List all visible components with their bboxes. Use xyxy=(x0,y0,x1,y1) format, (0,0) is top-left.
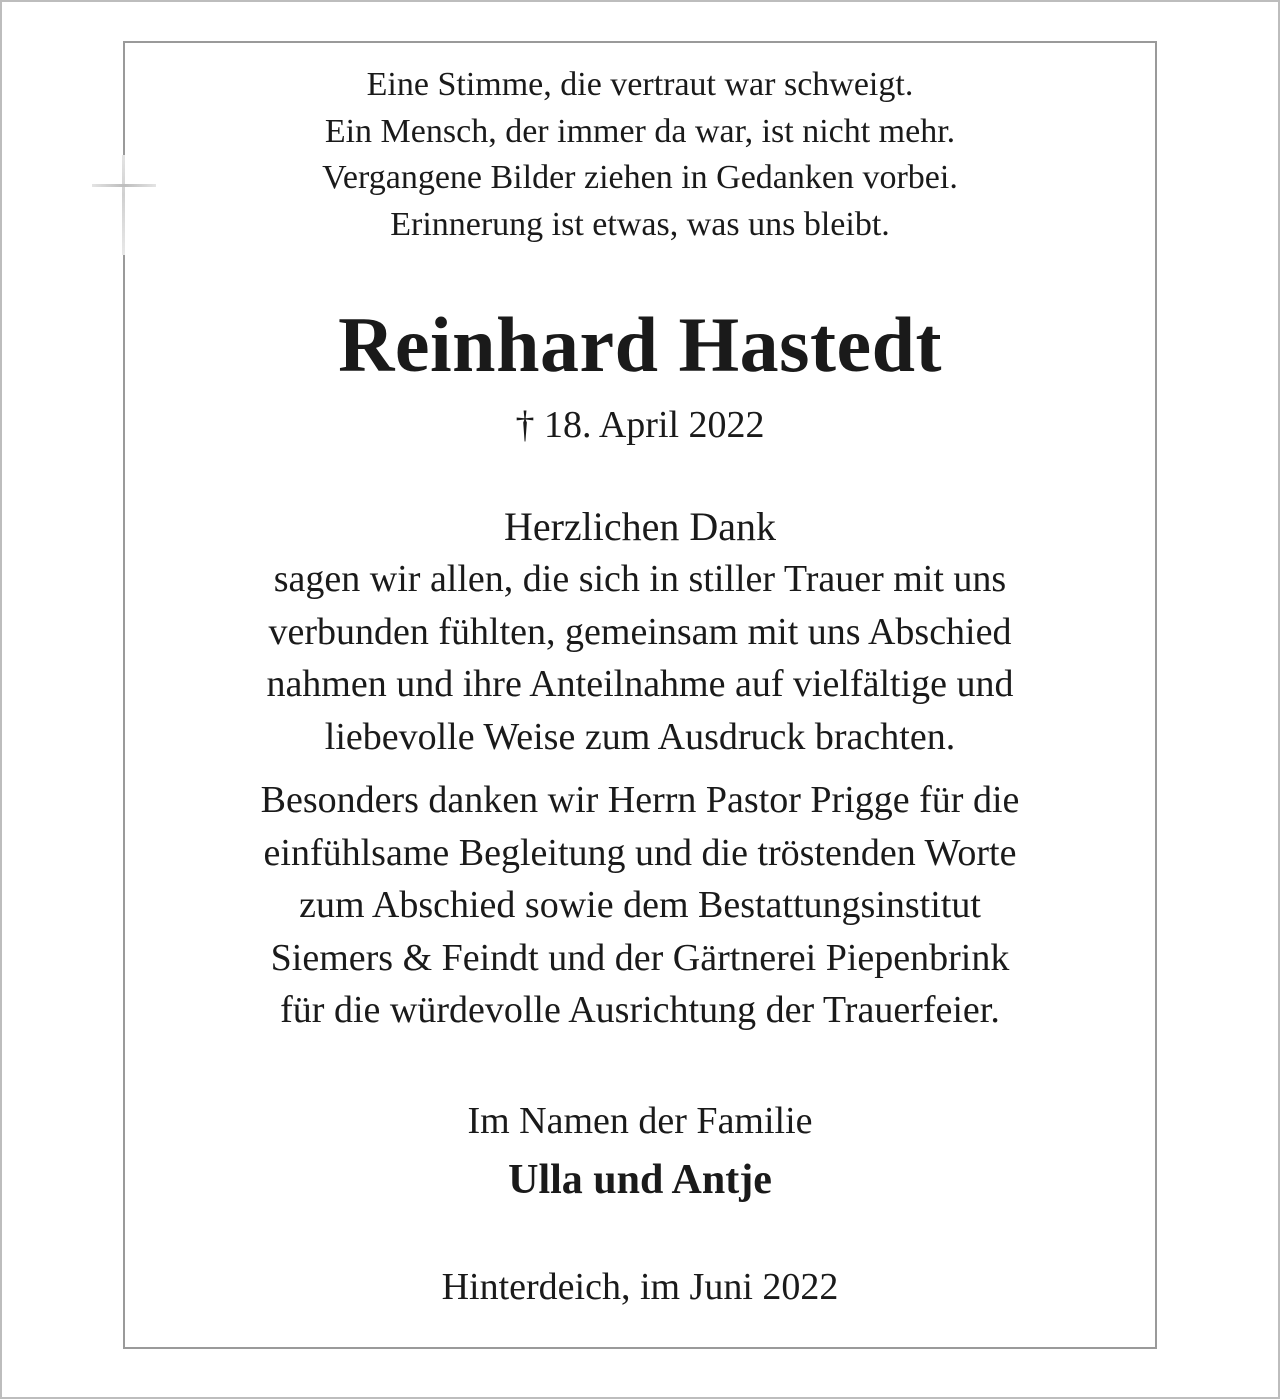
paragraph-line: Besonders danken wir Herrn Pastor Prigge für die xyxy=(260,779,1020,821)
poem-line: Erinnerung ist etwas, was uns bleibt. xyxy=(390,205,890,243)
paragraph-line: Siemers & Feindt und der Gärtnerei Piepenbrink xyxy=(270,936,1010,979)
thanks-paragraph-1 xyxy=(125,553,1155,763)
obituary-content xyxy=(125,62,1155,1312)
thanks-title: Herzlichen Dank xyxy=(503,504,777,549)
paragraph-line: zum Abschied sowie dem Bestattungsinstitut xyxy=(299,884,981,926)
deceased-name: Reinhard Hastedt xyxy=(338,301,942,388)
poem-line: Eine Stimme, die vertraut war schweigt. xyxy=(366,66,914,103)
paragraph-line: für die würdevolle Ausrichtung der Trauerfeier. xyxy=(280,989,1000,1031)
paragraph-line: liebevolle Weise zum Ausdruck brachten. xyxy=(324,715,956,758)
poem-line: Vergangene Bilder ziehen in Gedanken vorbei. xyxy=(322,159,958,196)
paragraph-line: nahmen und ihre Anteilnahme auf vielfältige und xyxy=(266,663,1014,705)
signers: Ulla und Antje xyxy=(508,1156,772,1203)
poem-line: Ein Mensch, der immer da war, ist nicht mehr. xyxy=(324,112,956,150)
place-date: Hinterdeich, im Juni 2022 xyxy=(441,1265,839,1308)
death-date: † 18. April 2022 xyxy=(515,404,765,446)
poem xyxy=(125,62,1155,248)
paragraph-line: verbunden fühlten, gemeinsam mit uns Abschied xyxy=(268,610,1012,653)
paragraph-line: sagen wir allen, die sich in stiller Trauer mit uns xyxy=(273,558,1007,600)
closing-intro: Im Namen der Familie xyxy=(467,1099,813,1142)
thanks-paragraph-2 xyxy=(125,774,1155,1037)
paragraph-line: einfühlsame Begleitung und die tröstenden Worte xyxy=(263,831,1017,874)
